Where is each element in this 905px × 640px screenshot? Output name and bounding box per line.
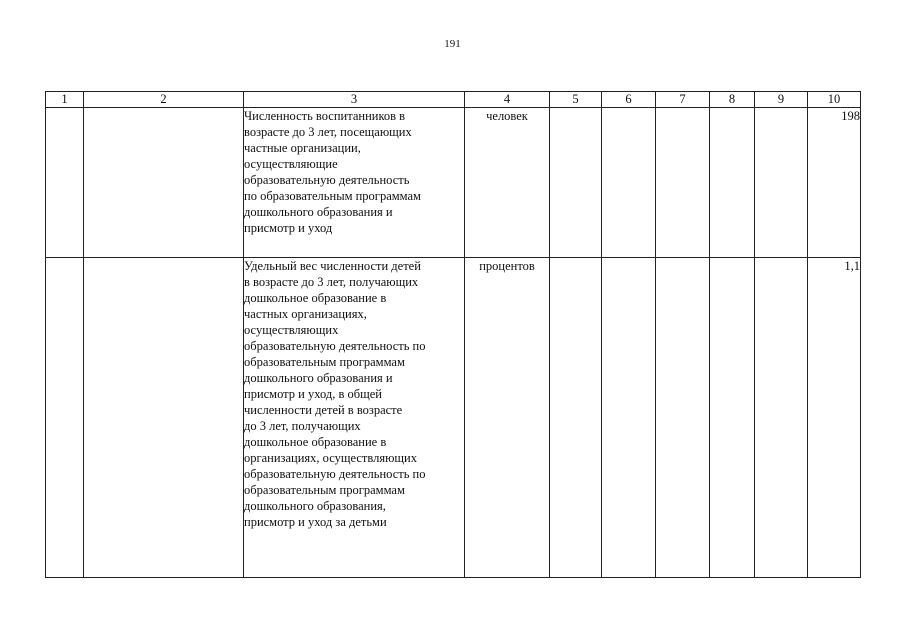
column-header: 2: [84, 92, 244, 108]
column-header: 8: [710, 92, 755, 108]
column-header: 5: [550, 92, 602, 108]
table-cell: [550, 108, 602, 258]
value-cell: 1,1: [808, 257, 861, 577]
indicator-description: Удельный вес численности детей в возрасте до 3 лет, получающих дошкольное образование в частных организациях, осуществляющих образовательную деятельность по образовательным программам дошкольного образования и присмотр и уход, в общей численности детей в возрасте до 3 лет, получающих дошкольное образование в организациях, осуществляющих образовательную деятельность по образовательным программам дошкольного образования, присмотр и уход за детьми: [244, 257, 465, 577]
data-table: [45, 91, 861, 578]
table-cell: [710, 257, 755, 577]
table-cell: [46, 257, 84, 577]
table-cell: [656, 257, 710, 577]
table-cell: [656, 108, 710, 258]
page-number: 191: [444, 38, 461, 50]
table-cell: [46, 108, 84, 258]
header-row: [46, 92, 861, 108]
table-cell: [755, 108, 808, 258]
table-cell: [755, 257, 808, 577]
table-cell: [84, 108, 244, 258]
table-cell: [710, 108, 755, 258]
unit-cell: процентов: [465, 257, 550, 577]
indicator-description: Численность воспитанников в возрасте до 3 лет, посещающих частные организации, осуществляющие образовательную деятельность по образовательным программам дошкольного образования и присмотр и уход: [244, 108, 465, 258]
table-row: [46, 257, 861, 577]
column-header: 9: [755, 92, 808, 108]
table-cell: [84, 257, 244, 577]
column-header: 1: [46, 92, 84, 108]
unit-cell: человек: [465, 108, 550, 258]
column-header: 4: [465, 92, 550, 108]
column-header: 3: [244, 92, 465, 108]
table-cell: [602, 257, 656, 577]
table-cell: [550, 257, 602, 577]
value-cell: 198: [808, 108, 861, 258]
column-header: 10: [808, 92, 861, 108]
column-header: 6: [602, 92, 656, 108]
table-cell: [602, 108, 656, 258]
table-row: [46, 108, 861, 258]
column-header: 7: [656, 92, 710, 108]
